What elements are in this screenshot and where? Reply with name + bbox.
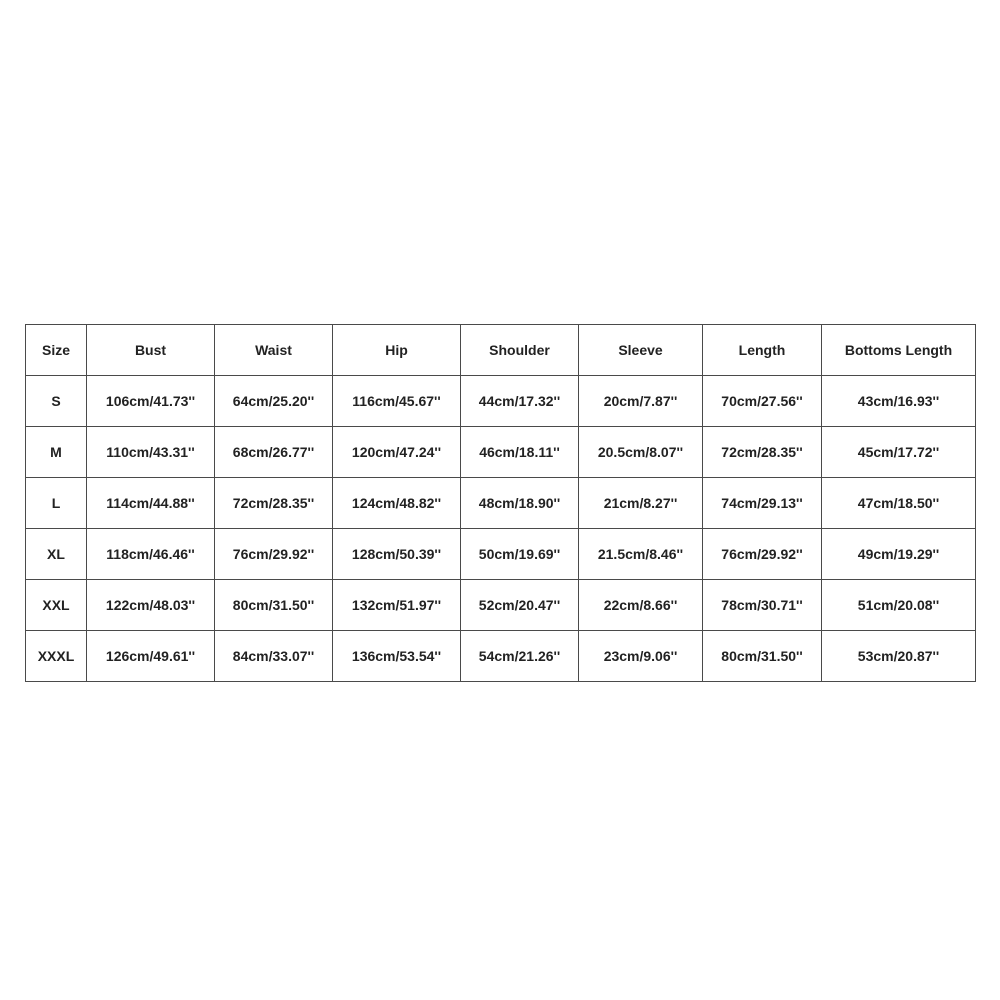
- waist-cell: 76cm/29.92'': [215, 529, 333, 580]
- table-row: [26, 529, 976, 580]
- bust-cell: 114cm/44.88'': [87, 478, 215, 529]
- bottoms-length-cell: 47cm/18.50'': [822, 478, 976, 529]
- sleeve-cell: 23cm/9.06'': [579, 631, 703, 682]
- size-cell: XXXL: [26, 631, 87, 682]
- bottoms-length-cell: 51cm/20.08'': [822, 580, 976, 631]
- waist-cell: 68cm/26.77'': [215, 427, 333, 478]
- shoulder-cell: 44cm/17.32'': [461, 376, 579, 427]
- header-bottoms-length: Bottoms Length: [822, 325, 976, 376]
- table-row: [26, 427, 976, 478]
- bottoms-length-cell: 43cm/16.93'': [822, 376, 976, 427]
- size-cell: M: [26, 427, 87, 478]
- hip-cell: 116cm/45.67'': [333, 376, 461, 427]
- size-chart-table: [25, 324, 976, 682]
- size-cell: XXL: [26, 580, 87, 631]
- shoulder-cell: 48cm/18.90'': [461, 478, 579, 529]
- table-row: [26, 631, 976, 682]
- header-row: [26, 325, 976, 376]
- bust-cell: 122cm/48.03'': [87, 580, 215, 631]
- header-shoulder: Shoulder: [461, 325, 579, 376]
- shoulder-cell: 46cm/18.11'': [461, 427, 579, 478]
- table-row: [26, 580, 976, 631]
- shoulder-cell: 52cm/20.47'': [461, 580, 579, 631]
- waist-cell: 64cm/25.20'': [215, 376, 333, 427]
- size-cell: XL: [26, 529, 87, 580]
- length-cell: 70cm/27.56'': [703, 376, 822, 427]
- sleeve-cell: 20cm/7.87'': [579, 376, 703, 427]
- hip-cell: 136cm/53.54'': [333, 631, 461, 682]
- shoulder-cell: 50cm/19.69'': [461, 529, 579, 580]
- table-row: [26, 376, 976, 427]
- header-hip: Hip: [333, 325, 461, 376]
- bust-cell: 106cm/41.73'': [87, 376, 215, 427]
- header-waist: Waist: [215, 325, 333, 376]
- hip-cell: 128cm/50.39'': [333, 529, 461, 580]
- hip-cell: 120cm/47.24'': [333, 427, 461, 478]
- length-cell: 74cm/29.13'': [703, 478, 822, 529]
- bottoms-length-cell: 49cm/19.29'': [822, 529, 976, 580]
- hip-cell: 124cm/48.82'': [333, 478, 461, 529]
- header-sleeve: Sleeve: [579, 325, 703, 376]
- table-row: [26, 478, 976, 529]
- sleeve-cell: 20.5cm/8.07'': [579, 427, 703, 478]
- bust-cell: 110cm/43.31'': [87, 427, 215, 478]
- sleeve-cell: 21cm/8.27'': [579, 478, 703, 529]
- length-cell: 76cm/29.92'': [703, 529, 822, 580]
- waist-cell: 80cm/31.50'': [215, 580, 333, 631]
- length-cell: 78cm/30.71'': [703, 580, 822, 631]
- sleeve-cell: 21.5cm/8.46'': [579, 529, 703, 580]
- bust-cell: 118cm/46.46'': [87, 529, 215, 580]
- size-cell: L: [26, 478, 87, 529]
- length-cell: 80cm/31.50'': [703, 631, 822, 682]
- header-bust: Bust: [87, 325, 215, 376]
- header-size: Size: [26, 325, 87, 376]
- hip-cell: 132cm/51.97'': [333, 580, 461, 631]
- header-length: Length: [703, 325, 822, 376]
- shoulder-cell: 54cm/21.26'': [461, 631, 579, 682]
- sleeve-cell: 22cm/8.66'': [579, 580, 703, 631]
- bottoms-length-cell: 53cm/20.87'': [822, 631, 976, 682]
- bottoms-length-cell: 45cm/17.72'': [822, 427, 976, 478]
- waist-cell: 72cm/28.35'': [215, 478, 333, 529]
- size-cell: S: [26, 376, 87, 427]
- length-cell: 72cm/28.35'': [703, 427, 822, 478]
- bust-cell: 126cm/49.61'': [87, 631, 215, 682]
- waist-cell: 84cm/33.07'': [215, 631, 333, 682]
